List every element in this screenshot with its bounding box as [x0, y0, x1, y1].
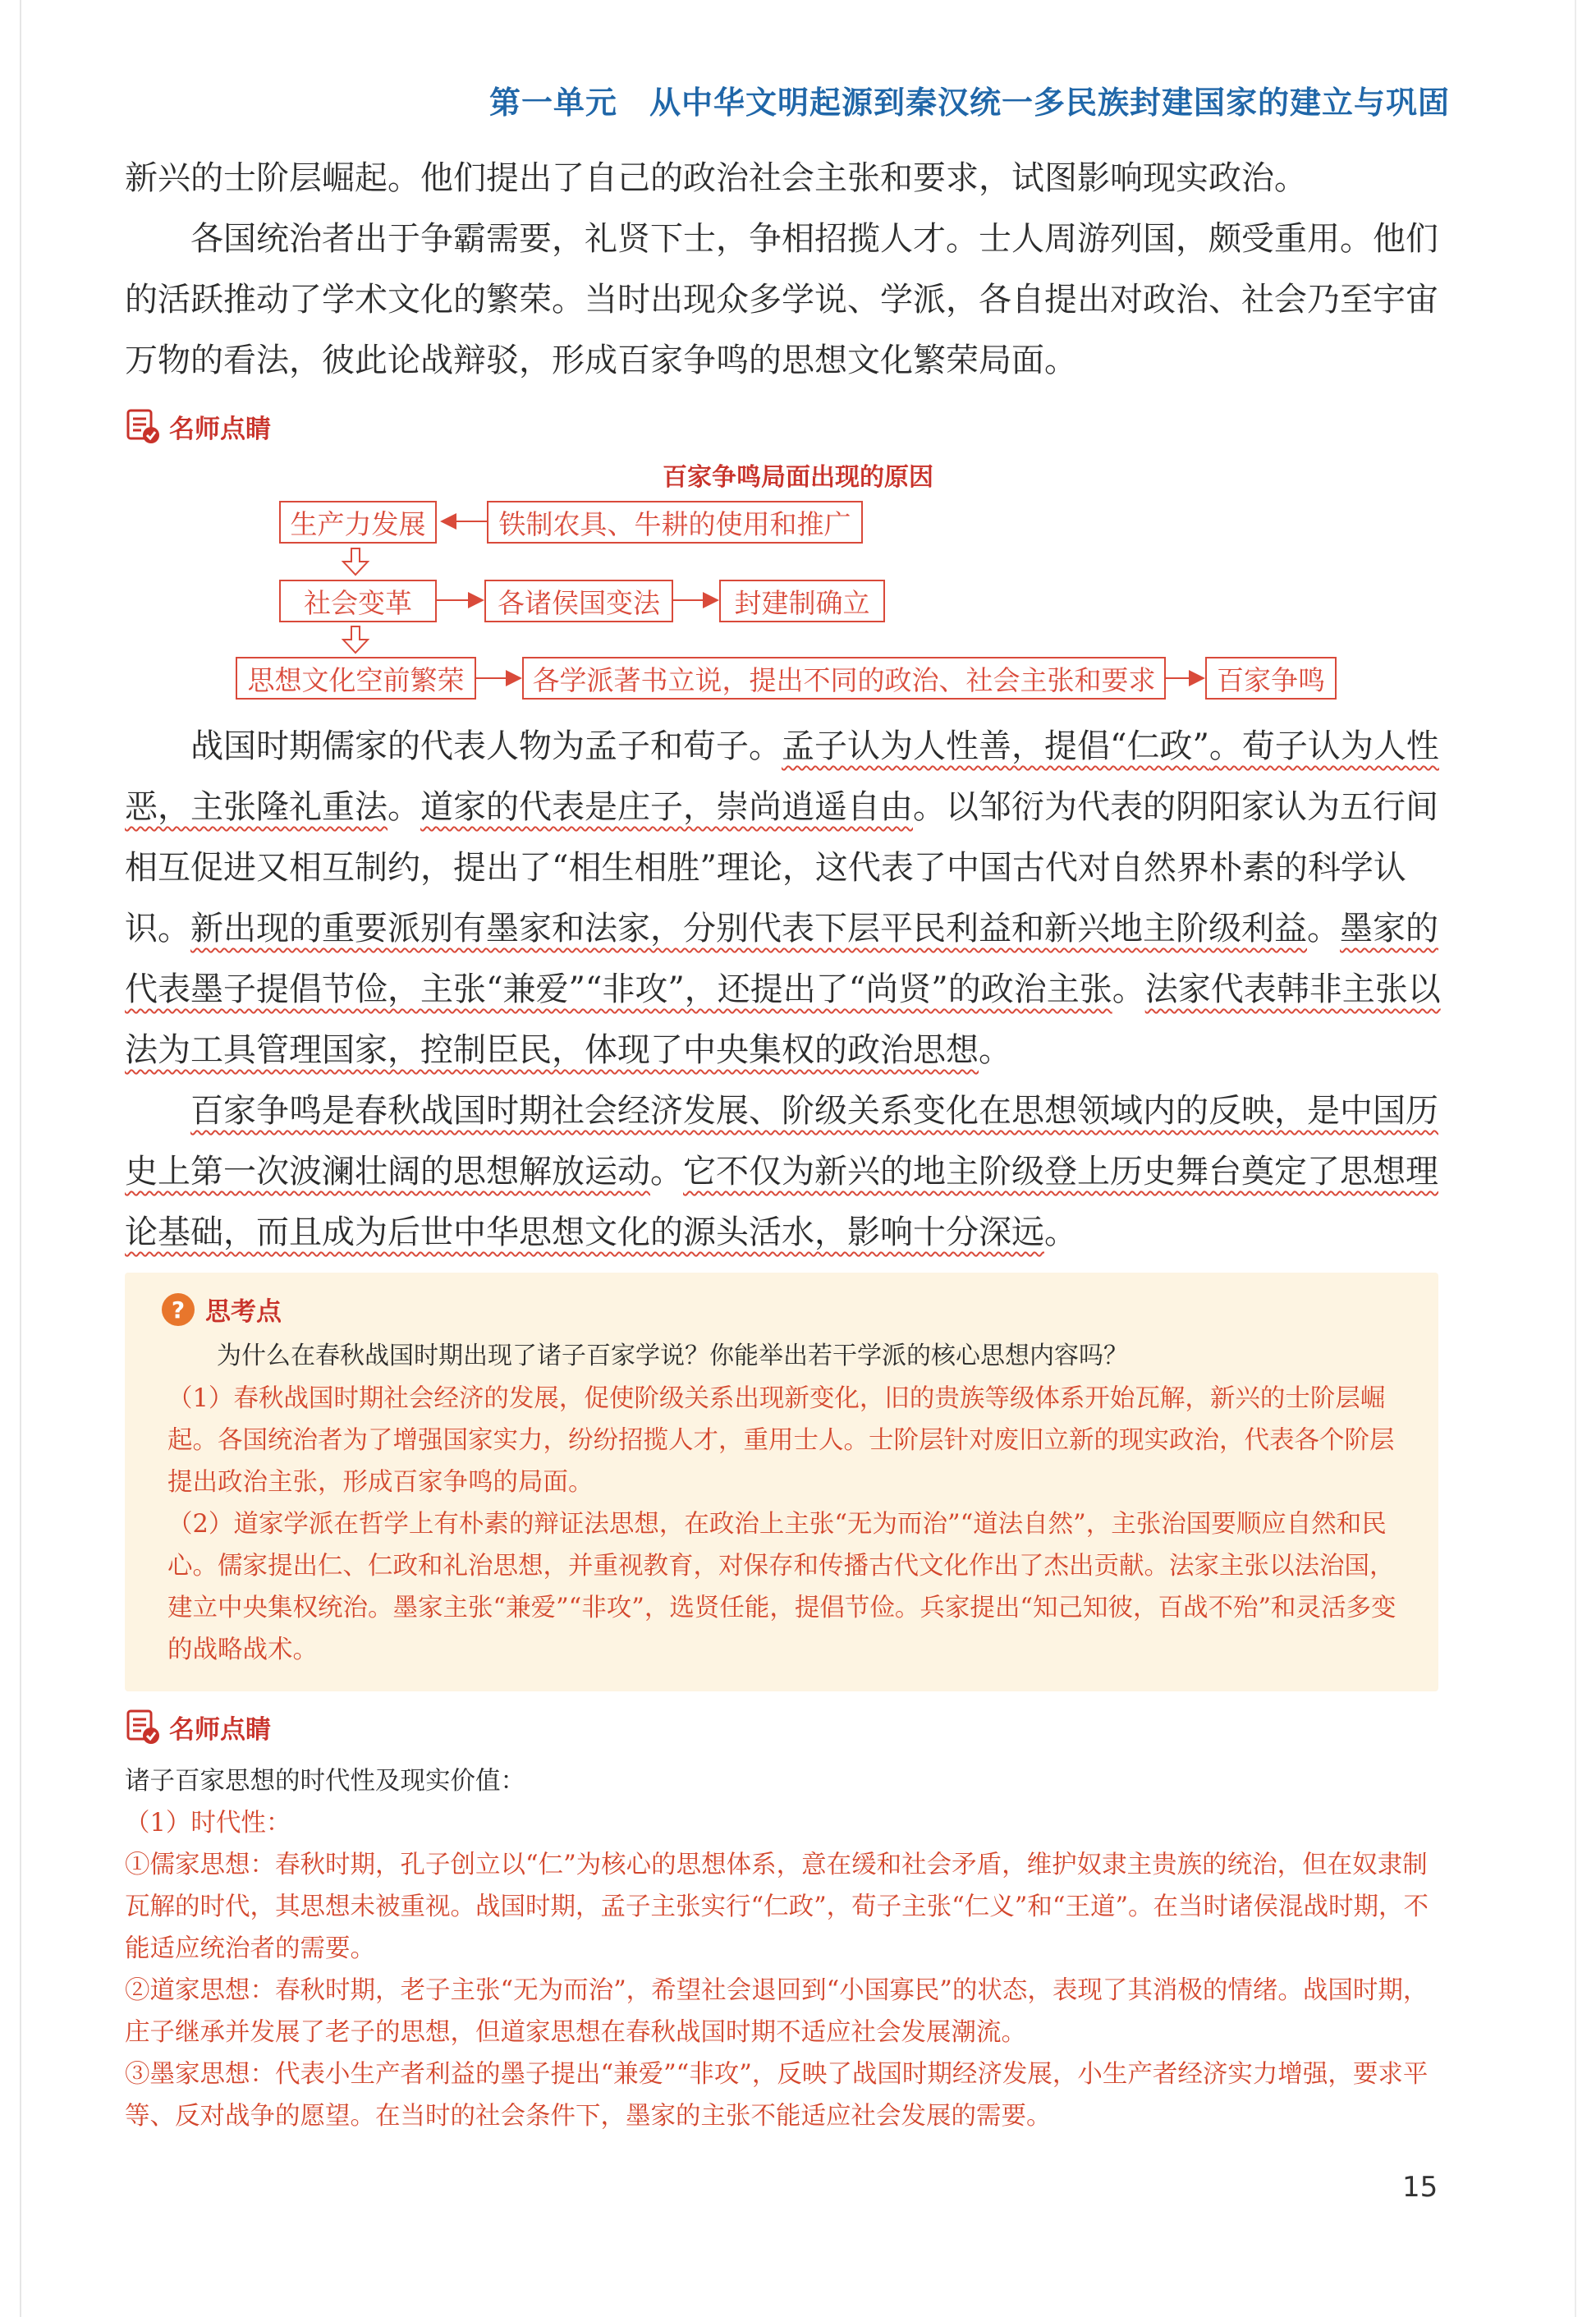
- think-answer-1: （1）春秋战国时期社会经济的发展，促使阶级关系出现新变化，旧的贵族等级体系开始瓦解，新兴的士阶层崛起。各国统治者为了增强国家实力，纷纷招揽人才，重用士人。士阶层针对废旧立新的现实政治，代表各个阶层提出政治主张，形成百家争鸣的局面。: [167, 1384, 1395, 1497]
- tip2-item: ③墨家思想：代表小生产者利益的墨子提出“兼爱”“非攻”，反映了战国时期经济发展，小生产者经济实力增强，要求平等、反对战争的愿望。在当时的社会条件下，墨家的主张不能适应社会发展的需要。: [125, 2060, 1429, 2131]
- think-point-box: [125, 1273, 1438, 1691]
- svg-text:?: ?: [171, 1296, 186, 1324]
- think-label: 思考点: [205, 1297, 282, 1327]
- box-schools: 各学派著书立说，提出不同的政治、社会主张和要求: [522, 657, 1166, 700]
- tip-label-1: 名师点睛: [169, 414, 271, 444]
- tip-label-2: 名师点睛: [169, 1714, 271, 1745]
- diagram-title: 百家争鸣局面出现的原因: [663, 463, 933, 492]
- intro-paragraphs: [125, 148, 1447, 391]
- think-question: 为什么在春秋战国时期出现了诸子百家学说？你能举出若干学派的核心思想内容吗？: [217, 1342, 1128, 1370]
- box-reforms: 各诸侯国变法: [484, 580, 673, 622]
- notes-check-icon: [125, 1708, 161, 1746]
- box-social-change: 社会变革: [279, 580, 437, 622]
- tip2-content: [125, 1760, 1447, 2137]
- paragraph-3: 战国时期儒家的代表人物为孟子和荀子。孟子认为人性善，提倡“仁政”。荀子认为人性恶，主张隆礼重法。道家的代表是庄子，崇尚逍遥自由。以邹衍为代表的阴阳家认为五行间相互促进又相互制约，提出了“相生相胜”理论，这代表了中国古代对自然界朴素的科学认识。新出现的重要派别有墨家和法家，分别代表下层平民利益和新兴地主阶级利益。墨家的代表墨子提倡节俭，主张“兼爱”“非攻”，还提出了“尚贤”的政治主张。法家代表韩非主张以法为工具管理国家，控制臣民，体现了中央集权的政治思想。: [125, 727, 1441, 1069]
- box-feudal: 封建制确立: [719, 580, 885, 622]
- tip-heading-1: [125, 406, 271, 447]
- think-answers: [167, 1378, 1407, 1671]
- paragraph-1: 新兴的士阶层崛起。他们提出了自己的政治社会主张和要求，试图影响现实政治。: [125, 159, 1307, 197]
- tip2-item: （1）时代性：: [125, 1809, 291, 1838]
- tip2-item: ②道家思想：春秋时期，老子主张“无为而治”，希望社会退回到“小国寡民”的状态，表现了其消极的情绪。战国时期，庄子继承并发展了老子的思想，但道家思想在春秋战国时期不适应社会发展潮流。: [125, 1976, 1429, 2047]
- notes-check-icon: [125, 407, 161, 445]
- think-answer-2: （2）道家学派在哲学上有朴素的辩证法思想，在政治上主张“无为而治”“道法自然”，主张治国要顺应自然和民心。儒家提出仁、仁政和礼治思想，并重视教育，对保存和传播古代文化作出了杰出贡献。法家主张以法治国，建立中央集权统治。墨家主张“兼爱”“非攻”，选贤任能，提倡节俭。兵家提出“知己知彼，百战不殆”和灵活多变的战略战术。: [167, 1510, 1396, 1664]
- paragraph-4: 百家争鸣是春秋战国时期社会经济发展、阶级关系变化在思想领域内的反映，是中国历史上第一次波澜壮阔的思想解放运动。它不仅为新兴的地主阶级登上历史舞台奠定了思想理论基础，而且成为后世中华思想文化的源头活水，影响十分深远。: [125, 1092, 1438, 1251]
- tip2-item: ①儒家思想：春秋时期，孔子创立以“仁”为核心的思想体系，意在缓和社会矛盾，维护奴隶主贵族的统治，但在奴隶制瓦解的时代，其思想未被重视。战国时期，孟子主张实行“仁政”，荀子主张“仁义”和“王道”。在当时诸侯混战时期，不能适应统治者的需要。: [125, 1851, 1429, 1963]
- unit-header: 第一单元 从中华文明起源到秦汉统一多民族封建国家的建立与巩固: [488, 85, 1450, 121]
- box-hundred-schools: 百家争鸣: [1205, 657, 1337, 700]
- paragraph-2: 各国统治者出于争霸需要，礼贤下士，争相招揽人才。士人周游列国，颇受重用。他们的活跃推动了学术文化的繁荣。当时出现众多学说、学派，各自提出对政治、社会乃至宇宙万物的看法，彼此论战辩驳，形成百家争鸣的思想文化繁荣局面。: [125, 220, 1438, 379]
- question-circle-icon: [161, 1292, 195, 1327]
- main-paragraphs: [125, 716, 1447, 1263]
- tip-heading-2: [125, 1706, 271, 1747]
- tip2-intro: 诸子百家思想的时代性及现实价值：: [125, 1767, 525, 1796]
- box-productivity: 生产力发展: [279, 501, 437, 544]
- box-culture: 思想文化空前繁荣: [236, 657, 476, 700]
- box-iron-tools: 铁制农具、牛耕的使用和推广: [487, 501, 863, 544]
- think-heading: [161, 1291, 282, 1328]
- page-number: 15: [1402, 2171, 1438, 2204]
